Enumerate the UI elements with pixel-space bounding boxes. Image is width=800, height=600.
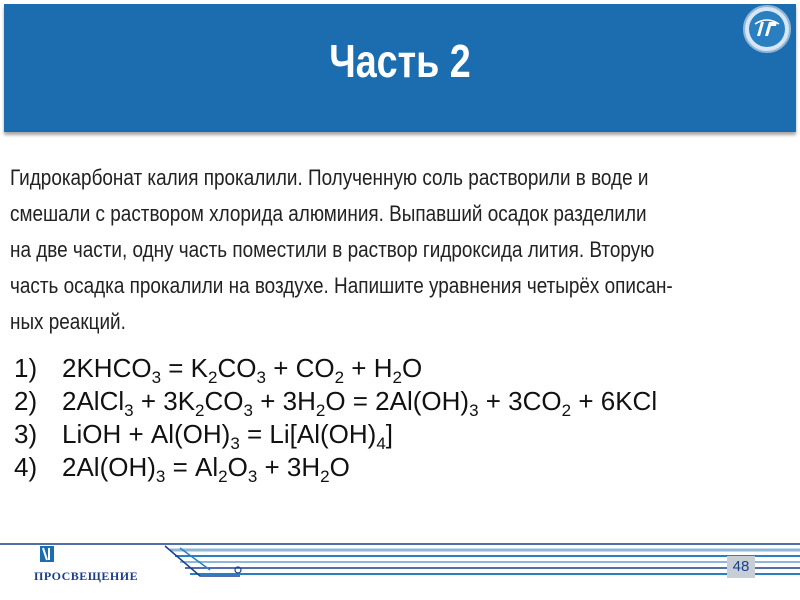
equation-formula: $2KHCO_3 = K_2CO_3 + CO_2 + H_2O$ [62,353,423,387]
equation-row [14,352,800,385]
slide-title: Часть 2 [329,35,471,87]
problem-line: часть осадка прокалили на воздухе. Напишите уравнения четырёх описан- [10,273,673,298]
equation-row [14,418,800,451]
problem-line: Гидрокарбонат калия прокалили. Полученную соль растворили в воде и [10,165,649,190]
equation-number: 3) [14,419,38,449]
equation-number: 4) [14,452,38,482]
ip-emblem-icon [742,4,792,54]
problem-line: на две части, одну часть поместили в раствор гидроксида лития. Вторую [10,237,655,262]
page-number: 48 [727,556,755,578]
equation-formula: $2Al(OH)_3 = Al_2O_3 + 3H_2O$ [62,452,350,486]
equation-row [14,451,800,484]
equation-number: 2) [14,386,38,416]
problem-line: смешали с раствором хлорида алюминия. Выпавший осадок разделили [10,201,647,226]
equation-formula: 2AlCl$_3$ + $3K_2CO_3 + 3H_2O = 2Al(OH)_3 + 3CO_2 + 6KCl$ [62,386,658,420]
slide-header [0,0,800,138]
problem-line: ных реакций. [10,309,126,334]
publisher-logo: ПРОСВЕЩЕНИЕ [34,569,139,583]
problem-text [10,160,784,340]
equation-formula: LiOH + $Al(OH)_3 = Li[Al(OH)_4]$ [62,419,394,453]
slide-footer [0,536,800,600]
equation-row [14,385,800,418]
equation-number: 1) [14,353,38,383]
equation-list [14,352,800,484]
footer-decoration [0,536,800,600]
